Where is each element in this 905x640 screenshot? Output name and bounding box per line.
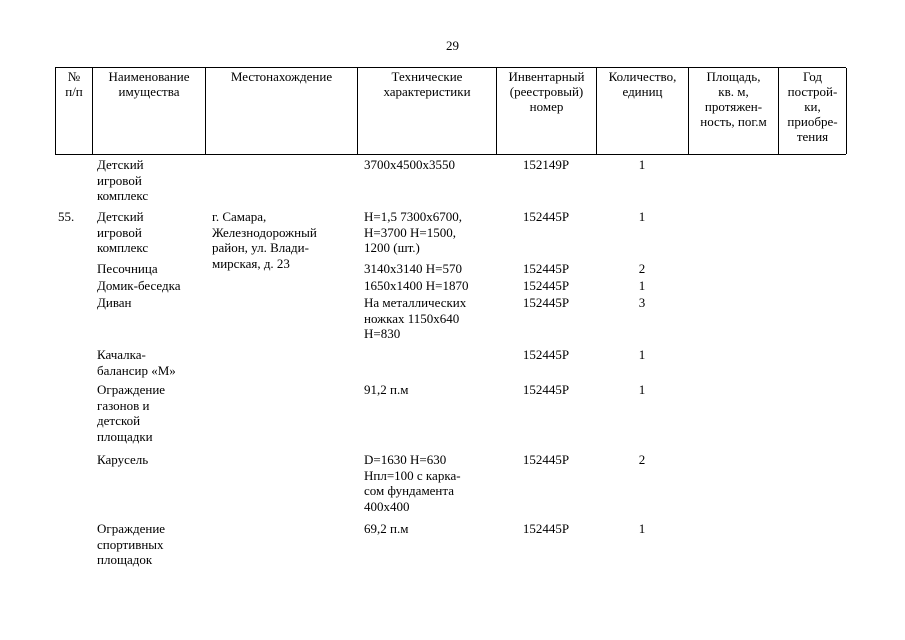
row-8-tech: 69,2 п.м [364,521,409,536]
row-1-name: Детский игровой комплекс [97,209,149,255]
header-number: № п/п [56,68,93,154]
row-7-tech: D=1630 Н=630 Нпл=100 с карка- сом фундамента 400х400 [364,452,461,514]
row-2-tech: 3140х3140 Н=570 [364,261,462,276]
header-year: Год построй- ки, приобре- тения [779,68,847,154]
row-8-quantity: 1 [638,521,646,536]
row-7-quantity: 2 [638,452,646,467]
row-3-tech: 1650х1400 Н=1870 [364,278,469,293]
row-3-name: Домик-беседка [97,278,181,293]
row-4-inventory: 152445Р [522,295,570,310]
header-inventory: Инвентарный (реестровый) номер [497,68,597,154]
row-3-inventory: 152445Р [522,278,570,293]
row-6-quantity: 1 [638,382,646,397]
row-2-quantity: 2 [638,261,646,276]
header-name: Наименование имущества [93,68,206,154]
table-header [55,67,846,155]
page-number: 29 [446,38,459,53]
row-6-inventory: 152445Р [522,382,570,397]
row-0-quantity: 1 [638,157,646,172]
row-4-quantity: 3 [638,295,646,310]
row-6-name: Ограждение газонов и детской площадки [97,382,166,444]
row-8-name: Ограждение спортивных площадок [97,521,166,567]
row-7-name: Карусель [97,452,149,467]
row-6-tech: 91,2 п.м [364,382,409,397]
row-8-inventory: 152445Р [522,521,570,536]
row-4-tech: На металлических ножках 1150х640 Н=830 [364,295,467,341]
row-7-inventory: 152445Р [522,452,570,467]
row-1-number: 55. [58,209,75,224]
header-quantity: Количество, единиц [597,68,689,154]
row-0-tech: 3700х4500х3550 [364,157,455,172]
row-5-quantity: 1 [638,347,646,362]
row-0-name: Детский игровой комплекс [97,157,149,203]
row-1-tech: Н=1,5 7300х6700, Н=3700 Н=1500, 1200 (шт.) [364,209,462,255]
row-5-name: Качалка- балансир «М» [97,347,176,378]
row-1-inventory: 152445Р [522,209,570,224]
header-area: Площадь, кв. м, протяжен- ность, пог.м [689,68,779,154]
row-4-name: Диван [97,295,132,310]
row-2-inventory: 152445Р [522,261,570,276]
row-0-inventory: 152149Р [522,157,570,172]
header-location: Местонахождение [206,68,358,154]
header-tech: Технические характеристики [358,68,497,154]
row-3-quantity: 1 [638,278,646,293]
row-2-name: Песочница [97,261,158,276]
row-1-location: г. Самара, Железнодорожный район, ул. Влади- мирская, д. 23 [212,209,317,271]
row-5-inventory: 152445Р [522,347,570,362]
row-1-quantity: 1 [638,209,646,224]
